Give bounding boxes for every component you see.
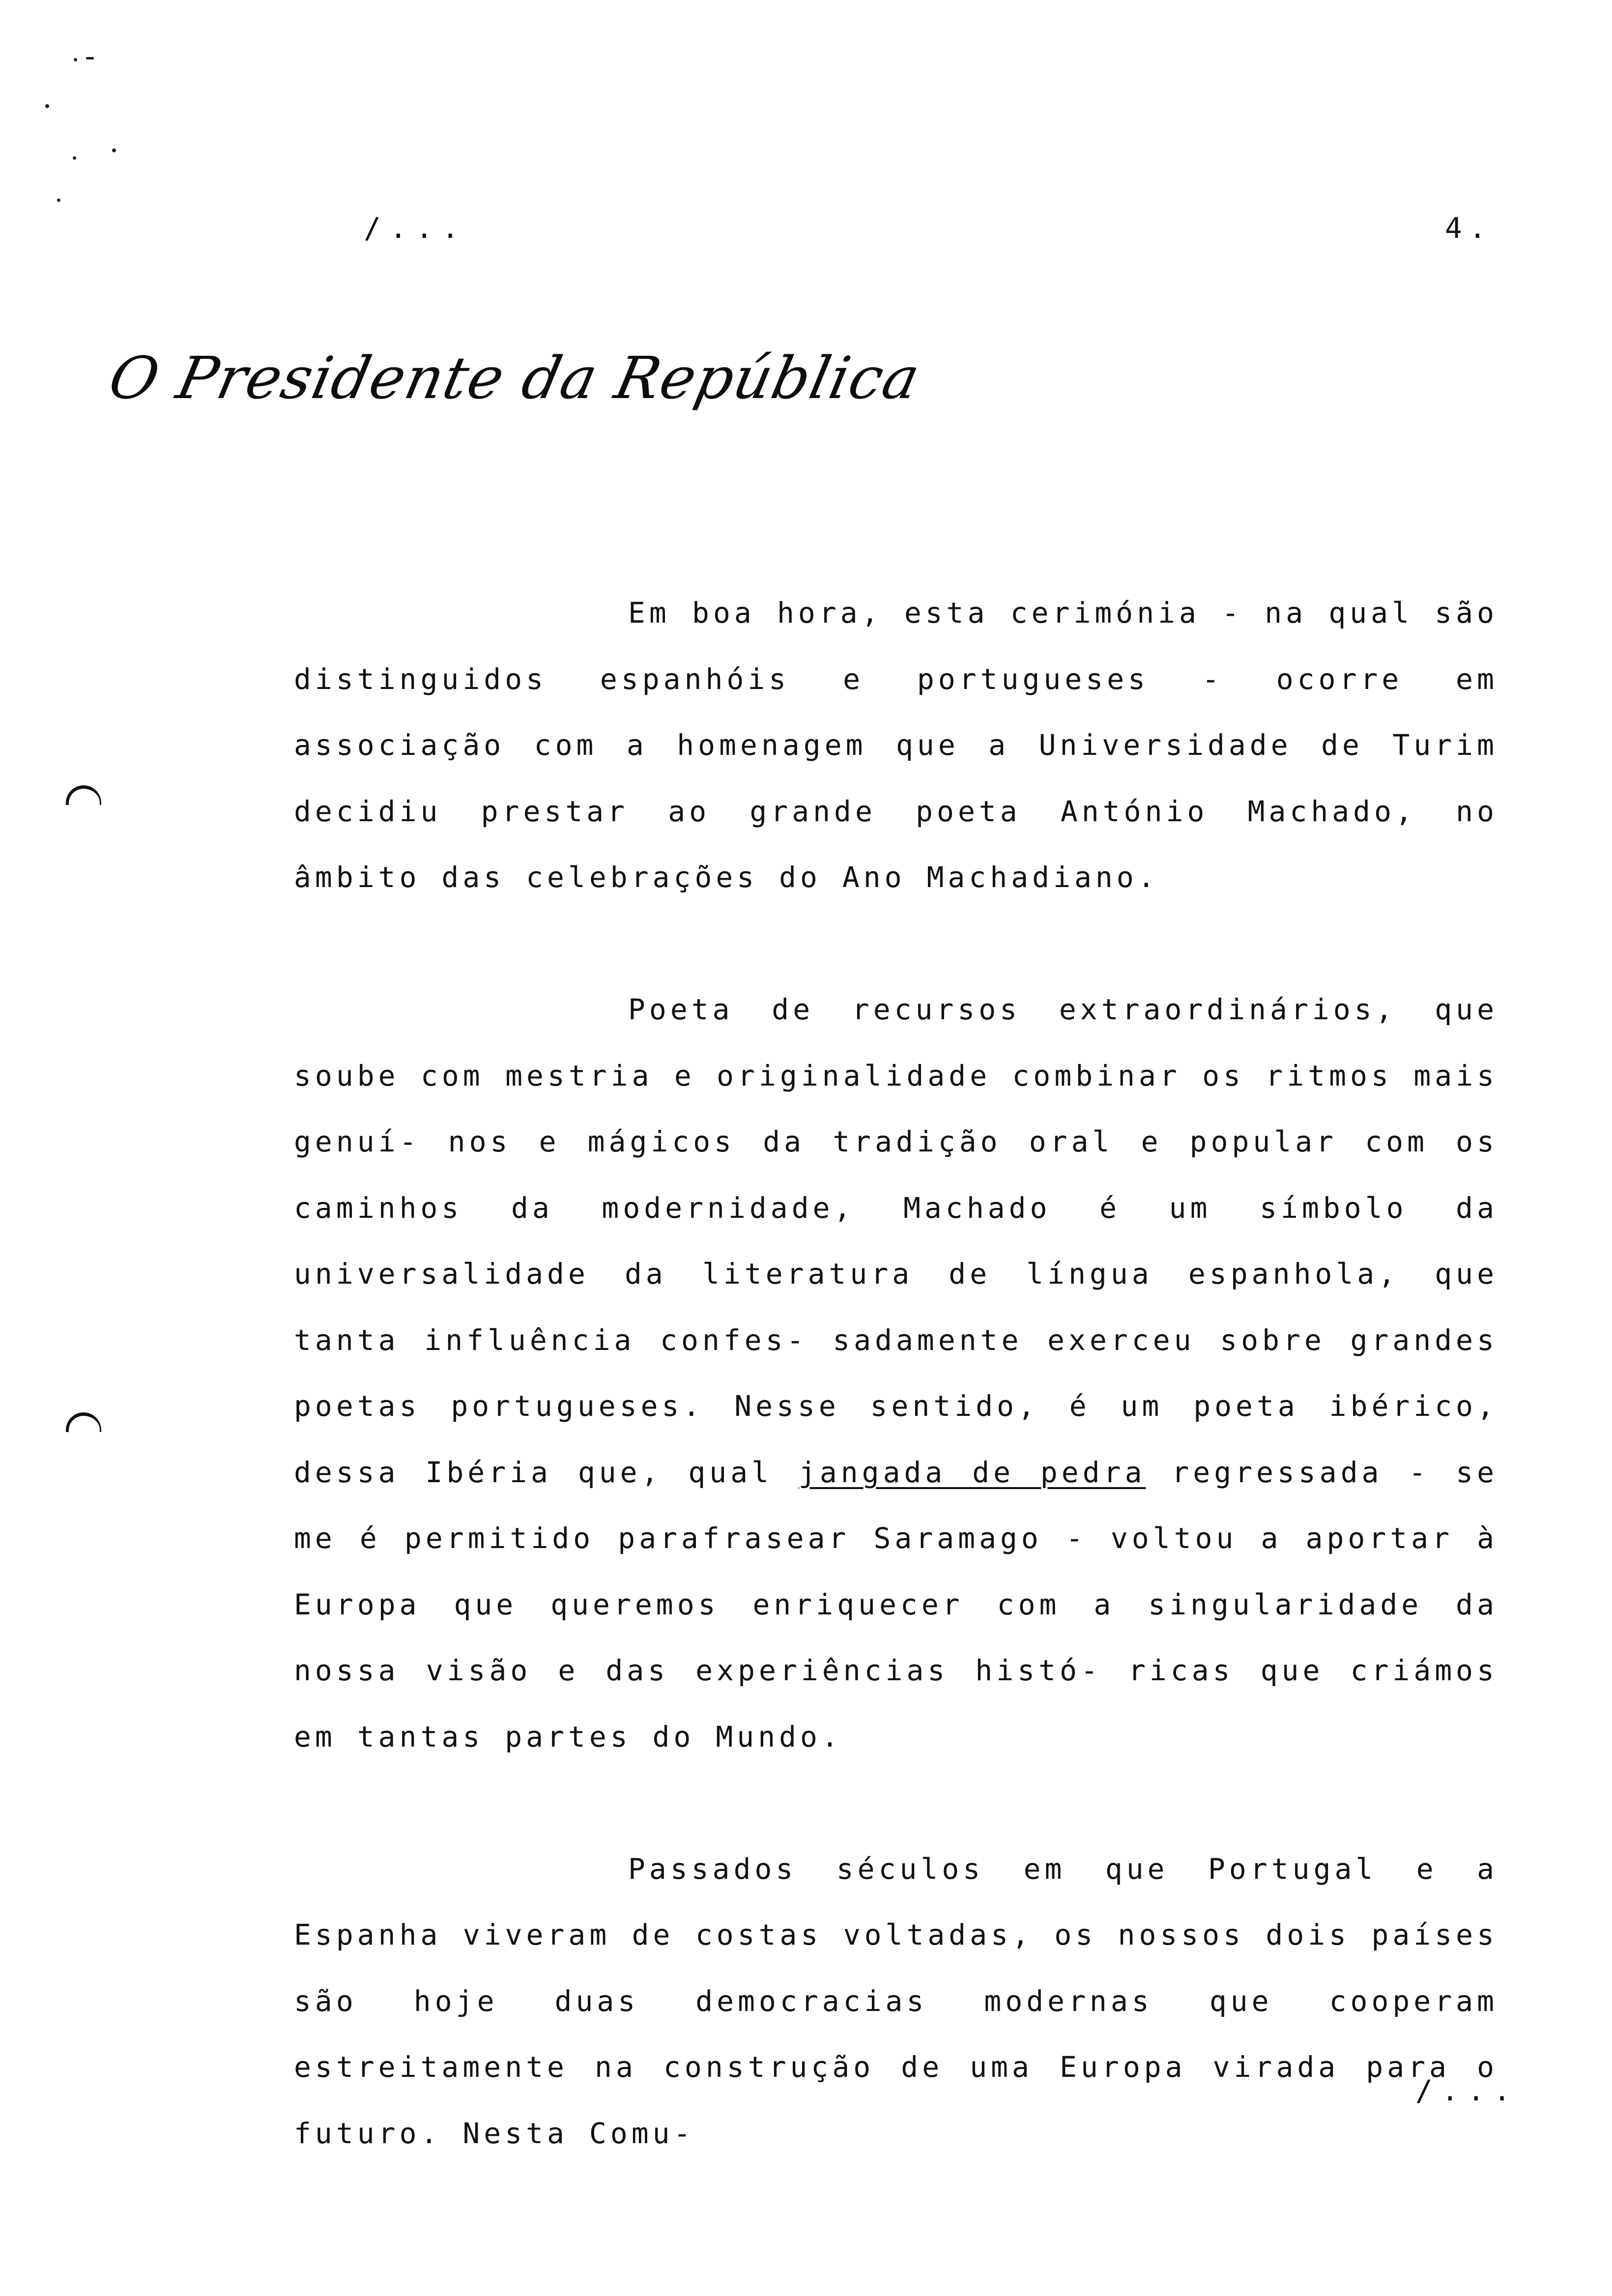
letterhead: O Presidente da República xyxy=(103,344,926,412)
paragraph xyxy=(294,976,1498,1770)
paragraph-text: Poeta de recursos extraordinários, que soube com mestria e originalidade combinar os ritmos mais genuí- nos e mágicos da tradição oral e popular com os caminhos da modernidade, Machado é um símbolo da universalidade da literatura de língua espanhola, que tanta influência confes- sadamente exerceu sobre grandes poetas portugueses. Nesse sentido, é um poeta ibérico, dessa Ibéria que, qual xyxy=(294,993,1498,1489)
letter-body xyxy=(294,580,1498,2166)
underlined-phrase: jangada de pedra xyxy=(798,1455,1146,1489)
scan-speck xyxy=(45,104,49,108)
continuation-marker-top: /... xyxy=(364,211,468,245)
page-number: 4. xyxy=(1445,211,1493,245)
paragraph: Em boa hora, esta cerimónia - na qual são distinguidos espanhóis e portugueses - ocorre em associação com a homenagem que a Universidade de Turim decidiu prestar ao grande poeta António Machado, no âmbito das celebrações do Ano Machadiano. xyxy=(294,596,1498,894)
paragraph: Passados séculos em que Portugal e a Espanha viveram de costas voltadas, os nossos dois países são hoje duas democracias modernas que cooperam estreitamente na construção de uma Europa virada para o futuro. Nesta Comu- xyxy=(294,1852,1498,2150)
scan-speck xyxy=(74,58,77,61)
paragraph-text: regressada - se me é permitido parafrasear Saramago - voltou a aportar à Europa que queremos enriquecer com a singularidade da nossa visão e das experiências histó- ricas que criámos em tantas partes do Mundo. xyxy=(294,1455,1498,1753)
punch-hole-mark xyxy=(66,785,101,805)
continuation-marker-bottom: /... xyxy=(1415,2074,1520,2107)
punch-hole-mark xyxy=(66,1412,101,1432)
scan-speck xyxy=(73,156,76,160)
scan-speck xyxy=(112,148,116,152)
scan-speck xyxy=(86,57,94,59)
scan-speck xyxy=(57,199,60,202)
